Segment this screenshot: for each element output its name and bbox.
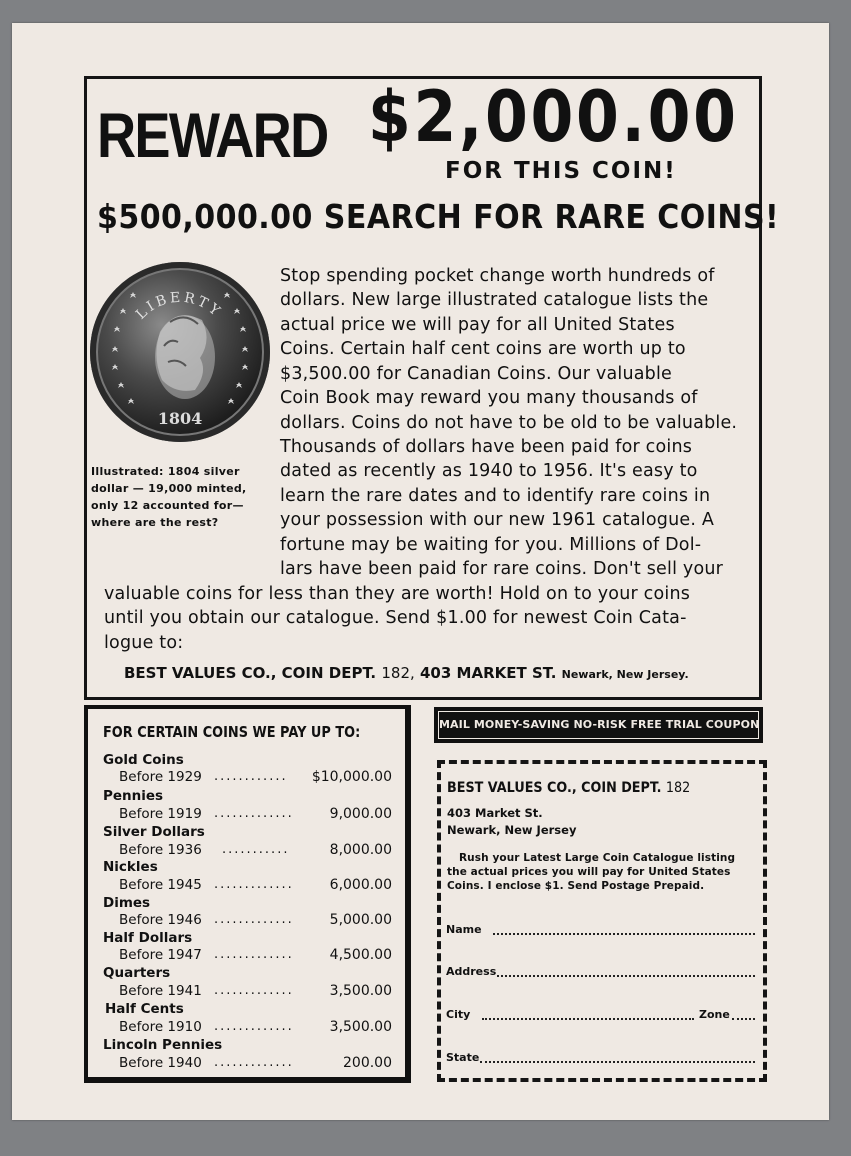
coin-icon <box>90 262 270 442</box>
table-value: 3,500.00 <box>329 1019 392 1035</box>
body-line: fortune may be waiting for you. Millions of Dol- <box>280 535 702 555</box>
table-value: 5,000.00 <box>329 912 392 928</box>
body-line: dollars. Coins do not have to be old to be valuable. <box>280 413 738 433</box>
table-category: Silver Dollars <box>103 824 205 840</box>
for-this-coin-text: FOR THIS COIN! <box>445 158 677 184</box>
body-line: until you obtain our catalogue. Send $1.00 for newest Coin Cata- <box>104 608 687 628</box>
table-before: Before 1947 <box>119 947 202 963</box>
table-value: 200.00 <box>343 1055 392 1071</box>
body-line: dated as recently as 1940 to 1956. It's easy to <box>280 461 698 481</box>
body-line: valuable coins for less than they are worth! Hold on to your coins <box>104 584 691 604</box>
table-value: 9,000.00 <box>329 806 392 822</box>
address-label: Address <box>446 965 497 978</box>
body-line: Stop spending pocket change worth hundreds of <box>280 266 715 286</box>
table-before: Before 1910 <box>119 1019 202 1035</box>
coupon-banner-text: MAIL MONEY-SAVING NO-RISK FREE TRIAL COUPON NOW! <box>438 711 759 739</box>
body-line: Thousands of dollars have been paid for coins <box>280 437 693 457</box>
table-value: 6,000.00 <box>329 877 392 893</box>
price-table-title: FOR CERTAIN COINS WE PAY UP TO: <box>103 723 361 741</box>
table-before: Before 1946 <box>119 912 202 928</box>
table-value: 8,000.00 <box>329 842 392 858</box>
table-before: Before 1919 <box>119 806 202 822</box>
table-value: 4,500.00 <box>329 947 392 963</box>
table-category: Half Cents <box>105 1001 184 1017</box>
coupon-banner <box>434 707 800 743</box>
table-before: Before 1945 <box>119 877 202 893</box>
body-line: learn the rare dates and to identify rare coins in <box>280 486 711 506</box>
city-label: City <box>446 1008 471 1021</box>
body-line: your possession with our new 1961 catalogue. A <box>280 510 715 530</box>
body-line: lars have been paid for rare coins. Don't sell your <box>280 559 724 579</box>
table-category: Dimes <box>103 895 151 911</box>
table-category: Lincoln Pennies <box>103 1037 223 1053</box>
table-category: Pennies <box>103 788 164 804</box>
zone-label: Zone <box>699 1008 730 1021</box>
state-field[interactable] <box>480 1061 755 1063</box>
body-line: actual price we will pay for all United States <box>280 315 675 335</box>
city-field[interactable] <box>482 1018 694 1020</box>
coupon-message-line: the actual prices you will pay for United States <box>447 866 731 878</box>
table-before: Before 1936 <box>119 842 202 858</box>
coin-illustration <box>90 262 270 442</box>
coupon-city: Newark, New Jersey <box>447 823 577 837</box>
search-headline: $500,000.00 SEARCH FOR RARE COINS! <box>97 197 780 236</box>
coin-year: 1804 <box>157 409 203 428</box>
address-field[interactable] <box>497 975 755 977</box>
table-before: Before 1940 <box>119 1055 202 1071</box>
svg-text:LIBERTY: LIBERTY <box>132 289 225 323</box>
table-value: 3,500.00 <box>329 983 392 999</box>
body-line: logue to: <box>104 633 184 653</box>
reward-heading: REWARD <box>97 101 328 171</box>
coupon-title: BEST VALUES CO., COIN DEPT. 182 <box>447 780 691 796</box>
name-label: Name <box>446 923 482 936</box>
table-value: $10,000.00 <box>311 769 392 785</box>
reward-amount: $2,000.00 <box>368 76 739 158</box>
coupon-message-line: Coins. I enclose $1. Send Postage Prepaid. <box>447 880 705 892</box>
company-address-line: BEST VALUES CO., COIN DEPT. 182, 403 MARKET ST. Newark, New Jersey. <box>124 664 689 682</box>
coupon-street: 403 Market St. <box>447 806 543 820</box>
name-field[interactable] <box>493 933 755 935</box>
coupon-message-line: Rush your Latest Large Coin Catalogue listing <box>459 852 736 864</box>
table-category: Nickles <box>103 859 158 875</box>
state-label: State <box>446 1051 480 1064</box>
table-category: Gold Coins <box>103 752 184 768</box>
body-line: $3,500.00 for Canadian Coins. Our valuable <box>280 364 672 384</box>
zone-field[interactable] <box>732 1018 755 1020</box>
table-category: Quarters <box>103 965 171 981</box>
table-before: Before 1941 <box>119 983 202 999</box>
body-line: Coin Book may reward you many thousands of <box>280 388 698 408</box>
coin-caption: Illustrated: 1804 silver dollar — 19,000 minted, only 12 accounted for— where are the rest? <box>91 465 247 529</box>
table-category: Half Dollars <box>103 930 193 946</box>
table-before: Before 1929 <box>119 769 202 785</box>
body-line: Coins. Certain half cent coins are worth up to <box>280 339 686 359</box>
body-line: dollars. New large illustrated catalogue lists the <box>280 290 709 310</box>
